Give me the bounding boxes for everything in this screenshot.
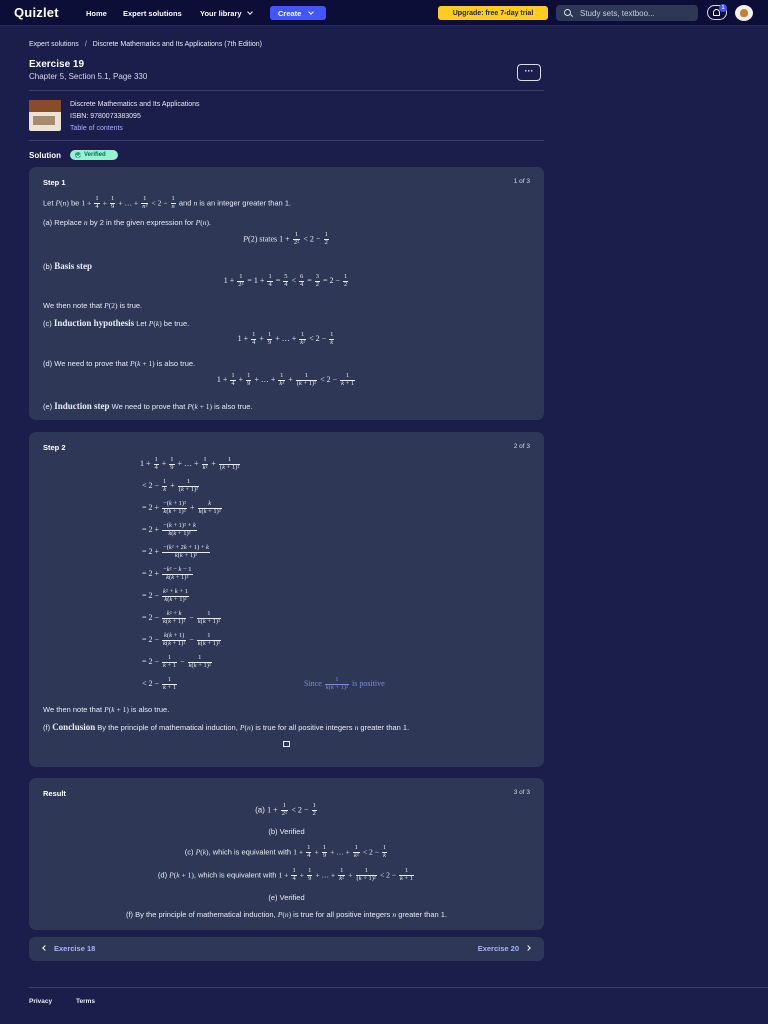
induction-hypothesis-heading: Induction hypothesis — [53, 318, 135, 328]
equation: 1 + $\frac{1}{4}$ + $\frac{1}{9}$ + … + $\frac{1}{\text{k²}}$ < 2 − $\frac{1}{k}$ — [237, 331, 334, 346]
top-navigation-bar — [0, 0, 768, 26]
divider — [29, 140, 544, 141]
footer-divider — [29, 987, 768, 988]
text: (c) — [184, 847, 194, 857]
text: By the principle of mathematical induction, — [97, 723, 238, 732]
conclusion-heading: Conclusion — [52, 722, 96, 732]
breadcrumb-expert-solutions[interactable]: Expert solutions — [29, 41, 79, 48]
text: is also true. — [130, 705, 170, 714]
step-1-part-c: (c) Induction hypothesis Let P(k) be true. — [43, 318, 190, 328]
text: and — [178, 198, 192, 208]
table-of-contents-link[interactable]: Table of contents — [70, 125, 123, 132]
verified-badge — [70, 150, 118, 160]
exercise-pager — [29, 937, 544, 961]
step-1-part-d: (d) We need to prove that P(k + 1) is also true. — [43, 359, 196, 368]
solution-label: Solution — [29, 151, 61, 160]
text: (f) By the principle of mathematical induction, — [125, 910, 276, 919]
since-annotation: Since $\frac{1}{\text{k(k + 1)²}}$ is positive — [304, 676, 385, 691]
step-1-part-e: (e) Induction step We need to prove that P(k + 1) is also true. — [43, 401, 253, 411]
equation-line: = 2 + $\frac{\text{−(k + 1)²}}{\text{k(k + 1)²}}$ + $\frac{k}{\text{k(k + 1)²}}$ — [142, 500, 221, 515]
result-title: Result — [43, 789, 66, 798]
step-1-part-b — [43, 261, 92, 271]
text: is true for all positive integers — [255, 723, 353, 732]
search-box[interactable] — [556, 5, 698, 21]
nav-expert-solutions[interactable]: Expert solutions — [123, 9, 182, 18]
equation-line: = 2 + $\frac{\text{−k² − k − 1}}{\text{k(k + 1)²}}$ — [142, 566, 192, 581]
chevron-down-icon — [309, 9, 315, 15]
result-e: (e) Verified — [268, 893, 305, 902]
breadcrumb — [29, 41, 262, 48]
result-card — [29, 778, 544, 930]
equation-line: = 2 − $\frac{\text{k² + k + 1}}{\text{k(k + 1)²}}$ — [142, 588, 188, 603]
nav-your-library[interactable] — [200, 9, 252, 18]
equation-line: = 2 − $\frac{k(k + 1)}{\text{k(k + 1)²}}$ − $\frac{1}{\text{k(k + 1)²}}$ — [142, 632, 221, 647]
result-f: (f) By the principle of mathematical induction, P(n) is true for all positive integers n greater than 1. — [125, 910, 448, 919]
equation-line: 1 + $\frac{1}{4}$ + $\frac{1}{9}$ + … + $\frac{1}{\text{k²}}$ + $\frac{1}{\text{(k + 1)²}}$ — [140, 456, 240, 471]
privacy-link[interactable]: Privacy — [29, 998, 53, 1005]
exercise-title: Exercise 19 — [29, 59, 85, 70]
text: We then note that — [43, 705, 103, 714]
text: (a) Replace — [43, 218, 82, 227]
step-counter: 3 of 3 — [513, 789, 530, 796]
step-title: Step 2 — [43, 443, 66, 452]
upgrade-button[interactable]: Upgrade: free 7-day trial — [438, 6, 548, 20]
check-circle-icon — [75, 152, 81, 158]
text: (f) — [43, 723, 51, 732]
step-counter: 2 of 3 — [513, 443, 530, 450]
equation: 1 + $\frac{1}{4}$ + $\frac{1}{9}$ + … + $\frac{1}{\text{k²}}$ + $\frac{1}{\text{(k + 1)²}}$ < 2 − $\frac{1}{k + 1}$ — [216, 372, 355, 387]
exercise-location: Chapter 5, Section 5.1, Page 330 — [29, 72, 148, 81]
chevron-left-icon — [42, 945, 48, 951]
divider — [29, 90, 544, 91]
book-isbn: ISBN: 9780073383095 — [70, 113, 141, 120]
nav-your-library-label: Your library — [200, 9, 242, 18]
next-exercise-label: Exercise 20 — [477, 944, 519, 953]
step-1-part-a: (a) Replace n by 2 in the given expression for P(n). — [43, 218, 211, 227]
text: is an integer greater than 1. — [199, 198, 292, 208]
step-title: Step 1 — [43, 178, 66, 187]
previous-exercise-link[interactable] — [43, 944, 95, 953]
quizlet-logo[interactable]: Quizlet — [14, 5, 59, 20]
breadcrumb-book[interactable]: Discrete Mathematics and Its Applications (7th Edition) — [92, 41, 263, 48]
create-label: Create — [278, 9, 302, 18]
text: by 2 in the given expression for — [89, 218, 194, 227]
result-a: (a) 1 + $\frac{1}{\text{2²}}$ < 2 − $\frac{1}{2}$ — [255, 802, 316, 817]
equation: P(2) states 1 + $\frac{1}{\text{2²}}$ < 2 − $\frac{1}{2}$ — [243, 231, 328, 246]
text: Let — [43, 198, 54, 208]
text: Since — [304, 679, 322, 689]
result-c: (c) P(k), which is equivalent with 1 + $\frac{1}{4}$ + $\frac{1}{9}$ + … + $\frac{1}{\text{k²}}$ < 2 − $\frac{1}{k}$ — [184, 844, 387, 859]
step-1-note: We then note that P(2) is true. — [43, 301, 143, 310]
equation: 1 + $\frac{1}{\text{2²}}$ = 1 + $\frac{1}{4}$ = $\frac{5}{4}$ < $\frac{6}{4}$ = $\frac{3}{2}$ = 2 − $\frac{1}{2}$ — [223, 273, 348, 288]
text: We then note that — [43, 301, 103, 310]
equation-line: = 2 − $\frac{\text{k² + k}}{\text{k(k + 1)²}}$ − $\frac{1}{\text{k(k + 1)²}}$ — [142, 610, 221, 625]
step-counter: 1 of 3 — [513, 178, 530, 185]
notification-count-badge: 1 — [719, 4, 727, 12]
text: be — [70, 198, 80, 208]
text: is true for all positive integers — [293, 910, 391, 919]
text: is also true. — [156, 359, 196, 368]
text: (a) — [255, 805, 265, 815]
text: (c) — [43, 319, 52, 328]
result-d: (d) P(k + 1), which is equivalent with 1 + $\frac{1}{4}$ + $\frac{1}{9}$ + … + $\frac{1}{\text{k²}}$ + $\frac{1}{\text{(k + 1)²}}$ < 2 − $\frac{1}{k + 1}$ — [157, 867, 414, 882]
induction-step-heading: Induction step — [54, 401, 110, 411]
book-title[interactable]: Discrete Mathematics and Its Applications — [70, 101, 200, 108]
text: states — [259, 234, 278, 244]
search-input[interactable] — [580, 7, 692, 19]
book-cover-image[interactable] — [29, 100, 61, 131]
step-2-conclusion: (f) Conclusion By the principle of mathematical induction, P(n) is true for all positive integers n greater than 1. — [43, 722, 410, 732]
text: greater than 1. — [398, 910, 448, 919]
text: is also true. — [214, 402, 253, 411]
text: , which is equivalent with — [193, 870, 277, 880]
previous-exercise-label: Exercise 18 — [54, 944, 96, 953]
text: is positive — [352, 679, 385, 689]
basis-step-heading: Basis step — [54, 261, 93, 271]
equation-line: < 2 − $\frac{1}{k}$ + $\frac{1}{\text{(k + 1)²}}$ — [142, 478, 199, 493]
chevron-right-icon — [525, 945, 531, 951]
step-2-card — [29, 432, 544, 767]
step-2-note: We then note that P(k + 1) is also true. — [43, 705, 170, 714]
text: We need to prove that — [111, 402, 186, 411]
equation-line: = 2 + $\frac{\text{−(k² + 2k + 1) + k}}{\text{k(k + 1)²}}$ — [142, 544, 209, 559]
create-button[interactable] — [270, 6, 326, 20]
text: (b) — [43, 262, 53, 271]
terms-link[interactable]: Terms — [76, 998, 96, 1005]
result-b: (b) Verified — [268, 827, 305, 836]
verified-label: Verified — [84, 151, 106, 158]
text: be true. — [163, 319, 190, 328]
text: is true. — [119, 301, 143, 310]
chevron-down-icon — [247, 9, 253, 15]
more-options-button[interactable]: ··· — [517, 64, 541, 81]
equation-line: < 2 − $\frac{1}{k + 1}$ — [142, 676, 177, 691]
equation-line: = 2 + $\frac{\text{−(k + 1)² + k}}{\text{k(k + 1)²}}$ — [142, 522, 196, 537]
text: (d) We need to prove that — [43, 359, 128, 368]
text: (e) — [43, 402, 53, 411]
breadcrumb-separator: / — [84, 41, 87, 48]
nav-home[interactable]: Home — [86, 9, 107, 18]
equation-line: = 2 − $\frac{1}{k + 1}$ − $\frac{1}{\text{k(k + 1)²}}$ — [142, 654, 211, 669]
text: (d) — [157, 870, 168, 880]
search-icon — [564, 9, 571, 16]
notifications-button[interactable] — [707, 5, 727, 20]
user-avatar[interactable] — [735, 5, 753, 21]
next-exercise-link[interactable] — [478, 944, 530, 953]
step-1-card — [29, 167, 544, 420]
text: greater than 1. — [360, 723, 410, 732]
text: , which is equivalent with — [208, 847, 292, 857]
qed-symbol — [283, 741, 290, 747]
text: Let — [136, 319, 147, 328]
step-1-intro: Let P(n) be 1 + $\frac{1}{4}$ + $\frac{1}{9}$ + … + $\frac{1}{\text{n²}}$ < 2 − $\frac{1}{n}$ and n is an integer greater than 1. — [43, 195, 292, 210]
